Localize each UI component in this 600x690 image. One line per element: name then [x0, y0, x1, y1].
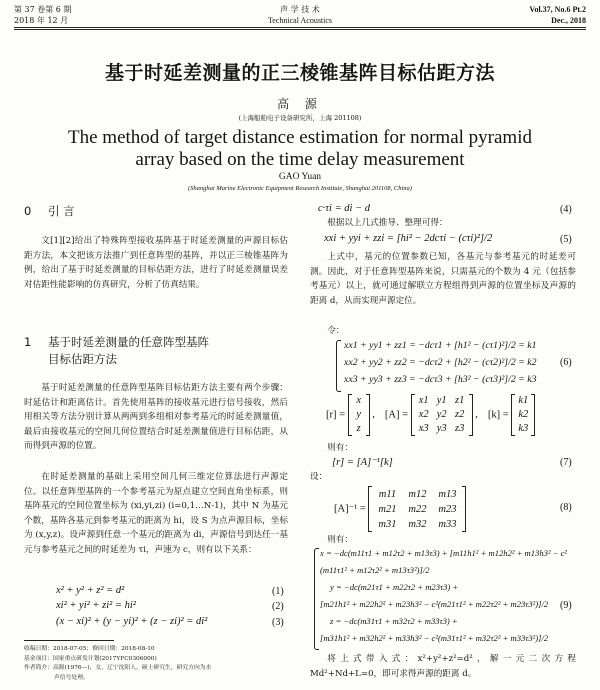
journal-name: 声 学 技 术 Technical Acoustics — [267, 5, 333, 25]
matrix-A-label: [A] = — [384, 409, 409, 421]
let-label-2: 设： — [310, 472, 328, 482]
matrix-M — [368, 486, 466, 532]
section-1-heading: 1 基于时延差测量的任意阵型基阵 目标估距方法 — [24, 335, 209, 366]
equation-9-row-3: y = −dc(m21τ1 + m22τ2 + m23τ3) + — [330, 582, 459, 592]
title-english: The method of target distance estimation for normal pyramid array based on the time delay measurement — [68, 127, 532, 170]
matrix-A-cells: x1 y1 z1 x2 y2 z2 x3 y3 z3 — [418, 395, 465, 434]
derivation-text: 根据以上几式推导、整理可得： — [327, 218, 448, 228]
equation-number-4: (4) — [560, 204, 572, 215]
equation-9-row-5: z = −dc(m31τ1 + m32τ2 + m33τ3) + — [330, 616, 458, 626]
equation-number-7: (7) — [560, 457, 572, 468]
matrix-k-label: [k] = — [487, 409, 509, 421]
right-paragraph-2: 上式中，基元的位置参数已知，各基元与参考基元的时延差可测。因此，对于任意阵型基阵来说，只需基元的个数为 4 元（包括参考基元）以上，就可通过解联立方程组得到声源的位置坐标及声源的距离 d，从而实现声源定位。 — [310, 252, 576, 306]
equation-4: c·τi = di − d — [318, 203, 371, 214]
equation-8 — [334, 486, 466, 532]
equation-6-row-3: xx3 + yy3 + zz3 = −dcτ3 + [h3² − (cτ3)²]/2 = k3 — [344, 374, 537, 385]
equation-9-row-4: [m21h1² + m22h2² + m23h3² − c²(m21τ1² + m22τ2² + m23τ3²)]/2 — [320, 599, 549, 609]
equation-9-row-2: (m11τ1² + m12τ2² + m13τ3²)]/2 — [320, 565, 430, 575]
matrix-A-inverse-label: [A]⁻¹ = — [334, 503, 366, 515]
section-1-paragraph-2: 在时延差测量的基础上采用空间几何三维定位算法进行声源定位。以任意阵型基阵的一个参考基元为原点建立空间直角坐标系，则基阵基元的空间位置坐标为 (xi,yi,zi) (i=0,1…N-1)，其中 N 为基元个数，基阵各基元到参考基元的距离为 hi，设 S 为点声源目标，坐标为 (x,y,z)。设声源到任意一个基元的距离为 di，声源信号到达任一基元与参考基元之间的时延差为 τi，声速为 c，则有以下关系： — [24, 472, 288, 555]
final-paragraph: 将上式带入式：x²+y²+z²=d²，解一元二次方程 Md²+Nd+L=0，即可求得声源的距离 d。 — [310, 654, 576, 679]
equation-number-9: (9) — [560, 600, 572, 611]
equation-9-brace — [314, 548, 319, 650]
author-english: GAO Yuan — [278, 172, 322, 182]
equation-number-1: (1) — [272, 586, 284, 597]
footnote: 收稿日期：2018-07-05；修回日期：2018-08-10 基金项目：国家重点研发计划(2017YFC0306000) 作者简介：高源(1976—)，女，辽宁沈阳人，硕士研究生，研究方向为水 声信号处理。 — [24, 646, 212, 681]
equation-6-row-1: xx1 + yy1 + zz1 = −dcτ1 + [h1² − (cτ1)²]/2 = k1 — [344, 340, 537, 351]
equation-6-row-2: xx2 + yy2 + zz2 = −dcτ2 + [h2² − (cτ2)²]/2 = k2 — [344, 357, 537, 368]
equation-9-row-1: x = −dc(m11τ1 + m12τ2 + m13τ3) + [m11h1² + m12h2² + m13h3² − c² — [320, 548, 568, 558]
section-intro-heading: 0 引 言 — [24, 204, 75, 218]
then-label-2: 则有： — [327, 535, 353, 545]
equation-number-5: (5) — [560, 234, 572, 245]
matrix-A — [411, 394, 473, 436]
footnote-rule — [24, 640, 114, 641]
equation-number-2: (2) — [272, 601, 284, 612]
matrix-r-label: [r] = — [326, 409, 346, 421]
equation-2: xi² + yi² + zi² = hi² — [56, 600, 136, 611]
matrix-k-cells: k1 k2 k3 — [518, 395, 529, 434]
affiliation-chinese: (上海船舶电子设备研究所，上海 201108) — [238, 114, 362, 122]
matrix-r — [348, 394, 370, 436]
let-label: 令： — [327, 326, 345, 336]
equation-6-brace — [336, 340, 341, 392]
section-1-paragraph-1: 基于时延差测量的任意阵型基阵目标估距方法主要有两个步骤：时延估计和距离估计。首先使用基阵的接收基元进行信号接收，然后用相关等方法分别计算从两两到多组相对参考基元的时延差测量值，最后由接收基元的空间几何位置结合时延差测量值进行目标估距，从而得到声源的位置。 — [24, 383, 288, 452]
intro-paragraph: 文[1][2]给出了特殊阵型接收基阵基于时延差测量的声源目标估距方法，本文把该方法推广到任意阵型的基阵，并以正三棱锥基阵为例，给出了基于时延差测量的目标估距方法，进行了时延差测量误差对估距性能影响的仿真研究，分析了仿真结果。 — [24, 236, 288, 290]
affiliation-english: (Shanghai Marine Electronic Equipment Research Institute, Shanghai 201108, China) — [188, 185, 412, 192]
matrix-r-cells: x y z — [356, 395, 361, 434]
author-chinese: 高 源 — [277, 97, 323, 111]
equation-number-8: (8) — [560, 502, 572, 513]
equation-5: xxi + yyi + zzi = [hi² − 2dcτi − (cτi)²]/2 — [324, 233, 493, 244]
equation-number-6: (6) — [560, 357, 572, 368]
then-label-1: 则有： — [327, 443, 353, 453]
header-rule — [14, 27, 586, 28]
equation-9-row-6: [m31h1² + m32h2² + m33h3² − c²(m31τ1² + m32τ2² + m33τ3²)]/2 — [320, 633, 549, 643]
matrix-k — [511, 394, 535, 436]
header-rule-thin — [14, 29, 586, 30]
matrix-M-cells: m11 m12 m13 m21 m22 m23 m31 m32 m33 — [378, 488, 457, 530]
title-chinese: 基于时延差测量的正三棱锥基阵目标估距方法 — [104, 62, 495, 84]
volume-info: Vol.37, No.6 Pt.2 Dec., 2018 — [529, 5, 586, 25]
equation-1: x² + y² + z² = d² — [56, 585, 125, 596]
equation-7: [r] = [A]⁻¹[k] — [332, 457, 393, 468]
equation-3: (x − xi)² + (y − yi)² + (z − zi)² = di² — [56, 616, 208, 627]
matrix-definitions: [r] = x y z , [A] = x1 y1 z1 x2 y2 z2 x3 y3 z3 , [k] = k1 k2 k3 — [326, 394, 535, 436]
equation-number-3: (3) — [272, 617, 284, 628]
journal-issue: 第 37 卷第 6 期 2018 年 12 月 — [14, 5, 72, 25]
